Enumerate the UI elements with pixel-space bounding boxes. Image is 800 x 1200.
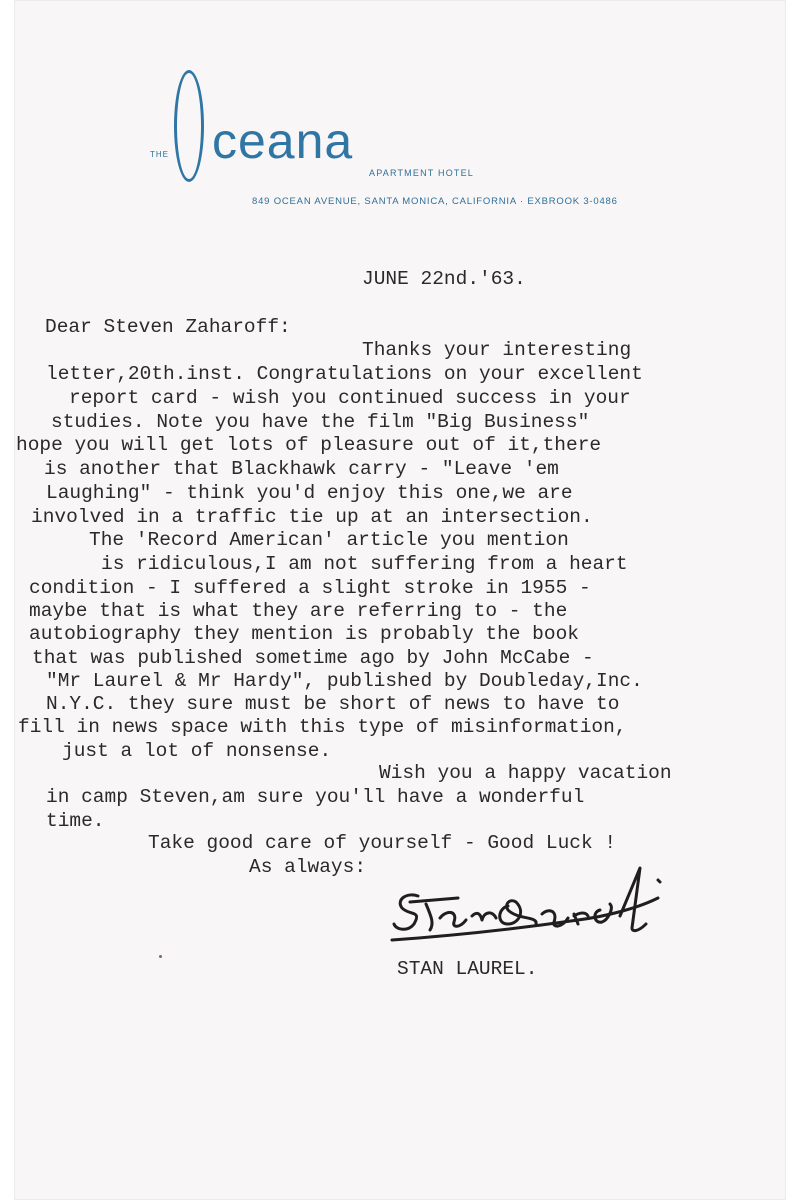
body-line: is another that Blackhawk carry - "Leave 'em bbox=[44, 458, 559, 480]
letterhead-name: ceana bbox=[212, 113, 354, 169]
body-line: studies. Note you have the film "Big Business" bbox=[51, 411, 590, 433]
body-line: N.Y.C. they sure must be short of news to have to bbox=[46, 693, 620, 715]
letterhead-subtitle: APARTMENT HOTEL bbox=[369, 168, 475, 178]
paper-speck bbox=[159, 955, 162, 958]
body-line: hope you will get lots of pleasure out of it,there bbox=[16, 434, 602, 456]
body-line: Take good care of yourself - Good Luck ! bbox=[148, 832, 617, 854]
signature-drawing bbox=[388, 858, 688, 948]
body-line: maybe that is what they are referring to - the bbox=[29, 600, 568, 622]
body-line: that was published sometime ago by John McCabe - bbox=[32, 647, 594, 669]
body-line: The 'Record American' article you mention bbox=[89, 529, 569, 551]
body-line: "Mr Laurel & Mr Hardy", published by Doubleday,Inc. bbox=[46, 670, 643, 692]
body-line: autobiography they mention is probably the book bbox=[29, 623, 579, 645]
body-line: Laughing" - think you'd enjoy this one,we are bbox=[46, 482, 573, 504]
body-line: Wish you a happy vacation bbox=[379, 762, 672, 784]
body-line: Thanks your interesting bbox=[362, 339, 632, 361]
body-line: condition - I suffered a slight stroke in 1955 - bbox=[29, 577, 591, 599]
letterhead-address: 849 OCEAN AVENUE, SANTA MONICA, CALIFORNIA · EXBROOK 3-0486 bbox=[252, 196, 618, 207]
body-line: time. bbox=[46, 810, 105, 832]
body-line: in camp Steven,am sure you'll have a wonderful bbox=[46, 786, 585, 808]
letterhead-o-logo bbox=[174, 70, 204, 182]
body-line: involved in a traffic tie up at an intersection. bbox=[31, 506, 593, 528]
body-line: As always: bbox=[249, 856, 367, 878]
letter-salutation: Dear Steven Zaharoff: bbox=[45, 316, 291, 338]
body-line: fill in news space with this type of misinformation, bbox=[18, 716, 627, 738]
letterhead-the: THE bbox=[150, 150, 169, 159]
body-line: report card - wish you continued success in your bbox=[69, 387, 631, 409]
body-line: letter,20th.inst. Congratulations on your excellent bbox=[46, 363, 643, 385]
body-line: just a lot of nonsense. bbox=[62, 740, 332, 762]
letter-sheet bbox=[14, 0, 786, 1200]
letter-date: JUNE 22nd.'63. bbox=[362, 268, 526, 290]
body-line: is ridiculous,I am not suffering from a heart bbox=[101, 553, 628, 575]
typed-name: STAN LAUREL. bbox=[397, 958, 538, 980]
